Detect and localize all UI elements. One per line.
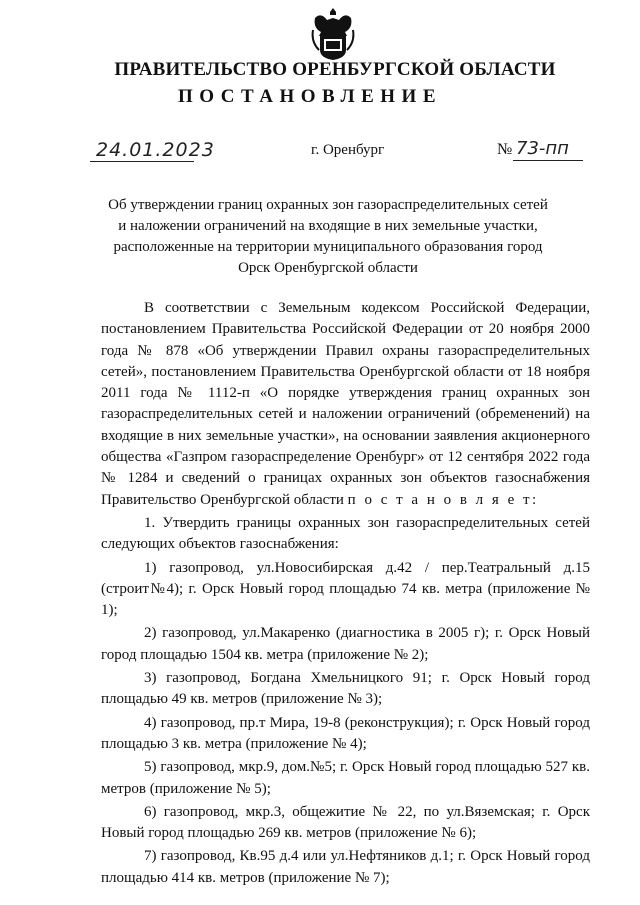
list-item: 5) газопровод, мкр.9, дом.№5; г. Орск Новый город площадью 527 кв. метров (приложение № 5); [101, 759, 590, 797]
list-item: 2) газопровод, ул.Макаренко (диагностика в 2005 г); г. Орск Новый город площадью 1504 кв. метра (приложение № 2); [101, 625, 590, 663]
coat-of-arms-icon [311, 6, 355, 62]
list-item: 3) газопровод, Богдана Хмельницкого 91; г. Орск Новый город площадью 49 кв. метров (приложение № 3); [101, 670, 590, 708]
decree-body [101, 298, 590, 889]
number-underline [513, 160, 583, 161]
list-item: 4) газопровод, пр.т Мира, 19-8 (реконструкция); г. Орск Новый город площадью 3 кв. метра (приложение № 4); [101, 714, 590, 752]
list-item: 1) газопровод, ул.Новосибирская д.42 / пер.Театральный д.15 (строит№4); г. Орск Новый город площадью 74 кв. метра (приложение № 1); [101, 559, 590, 619]
preamble-paragraph [101, 298, 590, 511]
decree-subject: Об утверждении границ охранных зон газораспределительных сетей и наложении ограничений на входящие в них земельные участки, расположенные на территории муниципального образования город Орск Оренбургской области [108, 197, 548, 276]
decree-number: 73-пп [516, 138, 569, 159]
decree-date: 24.01.2023 [96, 139, 215, 161]
document-type-title: ПОСТАНОВЛЕНИЕ [177, 86, 443, 107]
document-meta [0, 138, 640, 165]
resolves-word: п о с т а н о в л я е т: [347, 491, 539, 508]
clause-1: 1. Утвердить границы охранных зон газораспределительных сетей следующих объектов газоснабжения: [101, 514, 590, 553]
date-underline [90, 161, 194, 162]
number-label: № [497, 141, 513, 158]
list-item: 6) газопровод, мкр.3, общежитие № 22, по ул.Вяземская; г. Орск Новый город площадью 269 кв. метров (приложение № 6); [101, 803, 590, 842]
list-item: 7) газопровод, Кв.95 д.4 или ул.Нефтяников д.1; г. Орск Новый город площадью 414 кв. метров (приложение № 7); [101, 848, 590, 886]
government-title: ПРАВИТЕЛЬСТВО ОРЕНБУРГСКОЙ ОБЛАСТИ [114, 59, 556, 80]
decree-city: г. Оренбург [311, 142, 385, 158]
preamble-text: В соответствии с Земельным кодексом Российской Федерации, постановлением Правительства Российской Федерации от 20 ноября 2000 года № 878 «Об утверждении Правил охраны газораспределительных сетей», постановлением Правительства Оренбургской области от 18 ноября 2011 года № 1112-п «О порядке утверждения границ охранных зон газораспределительных сетей и наложении ограничений (обременений) на входящие в них земельные участки», на основании заявления акционерного общества «Газпром газораспределение Оренбург» от 12 сентября 2022 года № 1284 и сведений о границах охранных зон объектов газоснабжения Правительство Оренбургской области [101, 300, 590, 508]
